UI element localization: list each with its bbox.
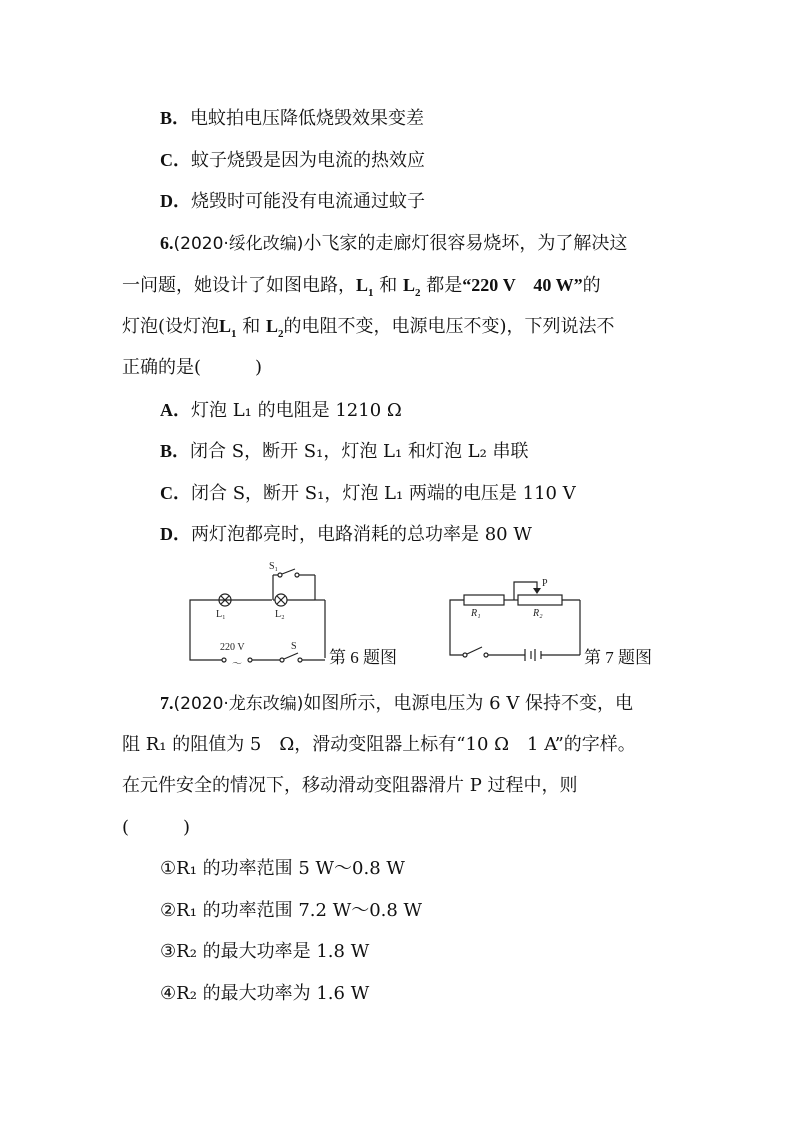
figure-6-caption: 第 6 题图 — [329, 648, 397, 667]
l2-label: L₂ — [275, 609, 285, 620]
q5-option-c: C．蚊子烧毁是因为电流的热效应 — [160, 150, 425, 171]
s1-label: S₁ — [269, 561, 279, 572]
q6-stem-line-4: 正确的是( ) — [122, 357, 263, 378]
l1-symbol: $L_1$ — [356, 275, 374, 299]
q7-stem-line-2: 阻 R₁ 的阻值为 5 Ω，滑动变阻器上标有“10 Ω 1 A”的字样。 — [122, 734, 636, 755]
l1-label: L₁ — [216, 609, 226, 620]
q6-stem-line-2: 一问题，她设计了如图电路，$L_1$ 和 $L_2$ 都是“220 V 40 W”的 — [122, 275, 601, 299]
l2-symbol: $L_2$ — [402, 275, 421, 299]
q6-option-d: D．两灯泡都亮时，电路消耗的总功率是 80 W — [160, 524, 532, 545]
q7-stem-line-3: 在元件安全的情况下，移动滑动变阻器滑片 P 过程中，则 — [122, 775, 578, 796]
q7-item-4: ④R₂ 的最大功率为 1.6 W — [160, 983, 370, 1004]
circuit-figures — [180, 555, 680, 675]
figure-7-caption: 第 7 题图 — [584, 648, 652, 667]
q7-stem-line-1: 7.(2020·龙东改编)如图所示，电源电压为 6 V 保持不变，电 — [160, 693, 634, 714]
r1-label: R₁ — [471, 608, 481, 619]
q5-option-b: B．电蚊拍电压降低烧毁效果变差 — [160, 108, 425, 129]
q7-stem-line-4: ( ) — [122, 817, 191, 838]
r2-slider-resistor — [518, 595, 562, 605]
r1-resistor — [464, 595, 504, 605]
q6-stem-line-1: 6.(2020·绥化改编)小飞家的走廊灯很容易烧坏，为了解决这 — [160, 233, 628, 254]
figure-7-circuit — [450, 582, 580, 661]
q7-item-1: ①R₁ 的功率范围 5 W～0.8 W — [160, 858, 405, 879]
ac-symbol: ～ — [232, 659, 242, 670]
q5-option-d: D．烧毁时可能没有电流通过蚊子 — [160, 191, 425, 212]
q6-option-c: C．闭合 S，断开 S₁，灯泡 L₁ 两端的电压是 110 V — [160, 483, 576, 504]
q6-option-b: B．闭合 S，断开 S₁，灯泡 L₁ 和灯泡 L₂ 串联 — [160, 441, 529, 462]
q6-option-a: A．灯泡 L₁ 的电阻是 1210 Ω — [160, 400, 402, 421]
r2-label: R₂ — [533, 608, 543, 619]
s-label: S — [291, 641, 297, 652]
figure-6-circuit — [190, 569, 325, 662]
q7-item-3: ③R₂ 的最大功率是 1.8 W — [160, 941, 370, 962]
p-label: P — [542, 578, 548, 589]
q7-item-2: ②R₁ 的功率范围 7.2 W～0.8 W — [160, 900, 423, 921]
q6-stem-line-3: 灯泡(设灯泡$L_1$ 和 $L_2$的电阻不变，电源电压不变)，下列说法不 — [122, 316, 615, 340]
voltage-label: 220 V — [220, 642, 245, 653]
